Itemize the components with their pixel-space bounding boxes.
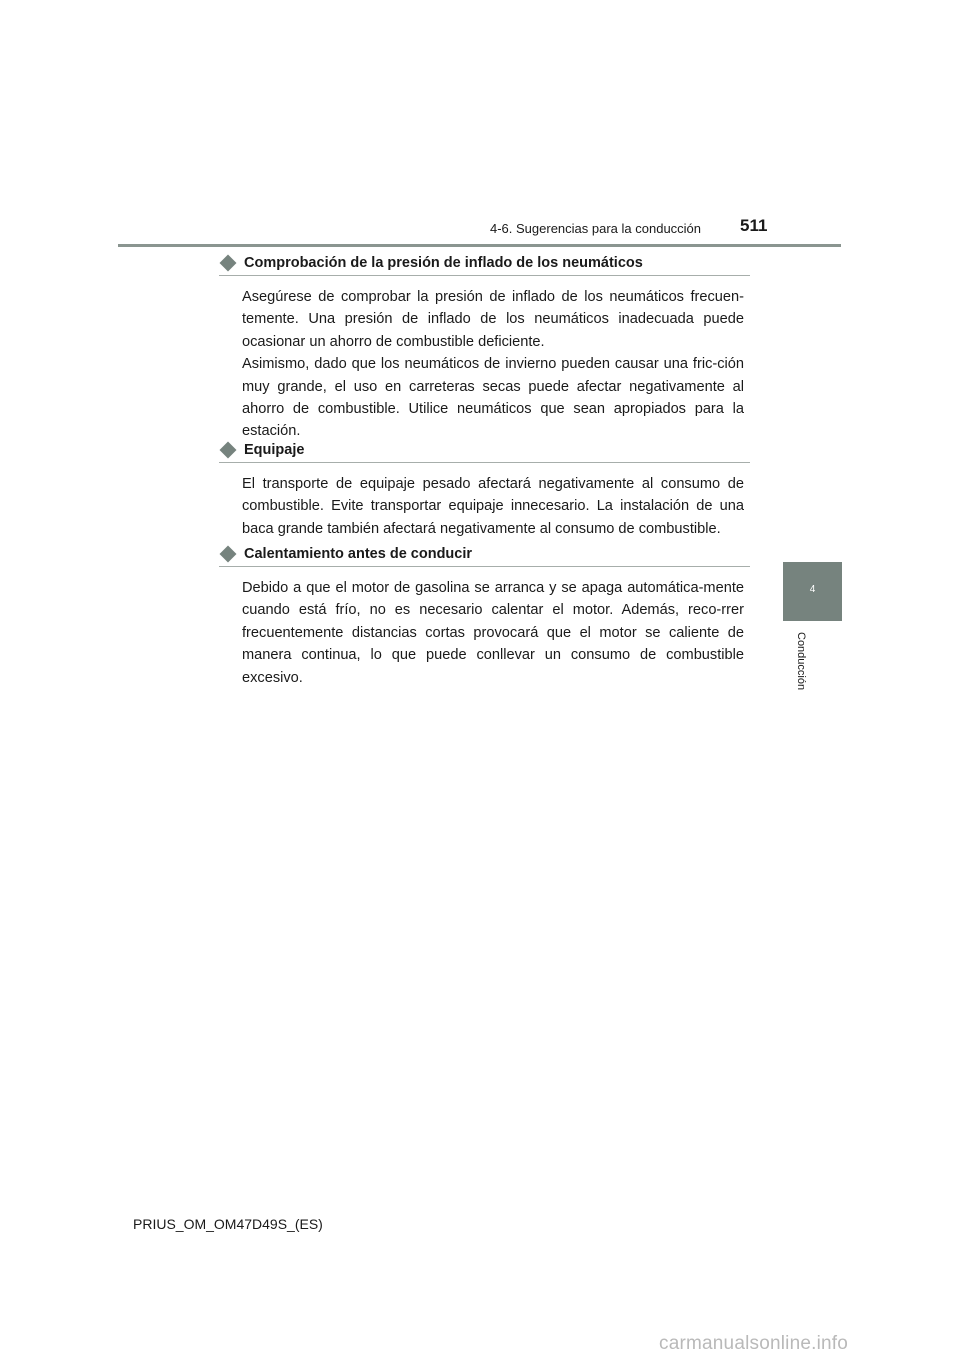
section-heading: [219, 438, 750, 463]
section-heading: [219, 251, 750, 276]
header-divider: [118, 244, 841, 247]
section-title: Equipaje: [244, 442, 305, 458]
paragraph: Asegúrese de comprobar la presión de inflado de los neumáticos frecuen-temente. Una presión de inflado de los neumáticos inadecuada puede ocasionar un ahorro de combustible deficiente.: [242, 289, 744, 350]
chapter-label: Conducción: [795, 632, 807, 691]
diamond-bullet-icon: [220, 255, 237, 272]
document-code: PRIUS_OM_OM47D49S_(ES): [133, 1216, 323, 1232]
section-luggage: [219, 438, 750, 540]
paragraph: El transporte de equipaje pesado afectará negativamente al consumo de combustible. Evite transportar equipaje innecesario. La instalación de una baca grande también afectará negativamente al consumo de combustible.: [242, 476, 744, 537]
watermark: carmanualsonline.info: [659, 1333, 849, 1354]
chapter-number: 4: [809, 584, 816, 595]
header-section-title: 4-6. Sugerencias para la conducción: [490, 221, 702, 236]
paragraph: Debido a que el motor de gasolina se arranca y se apaga automática-mente cuando está frío, no es necesario calentar el motor. Además, reco-rrer frecuentemente distancias cortas provocará que el motor se caliente de manera continua, lo que puede conllevar un consumo de combustible excesivo.: [242, 580, 744, 686]
section-title: Comprobación de la presión de inflado de los neumáticos: [244, 255, 643, 271]
section-title: Calentamiento antes de conducir: [244, 546, 473, 562]
diamond-bullet-icon: [220, 546, 237, 563]
section-body: [242, 473, 744, 540]
page-number: 511: [740, 216, 768, 235]
paragraph: Asimismo, dado que los neumáticos de invierno pueden causar una fric-ción muy grande, el uso en carreteras secas puede afectar negativamente al ahorro de combustible. Utilice neumáticos que sean apropiados para la estación.: [242, 356, 744, 440]
section-body: [242, 577, 744, 689]
chapter-tab: [783, 562, 842, 621]
section-warm-up: [219, 542, 750, 689]
diamond-bullet-icon: [220, 442, 237, 459]
section-body: [242, 286, 744, 443]
section-tire-pressure: [219, 251, 750, 443]
section-heading: [219, 542, 750, 567]
